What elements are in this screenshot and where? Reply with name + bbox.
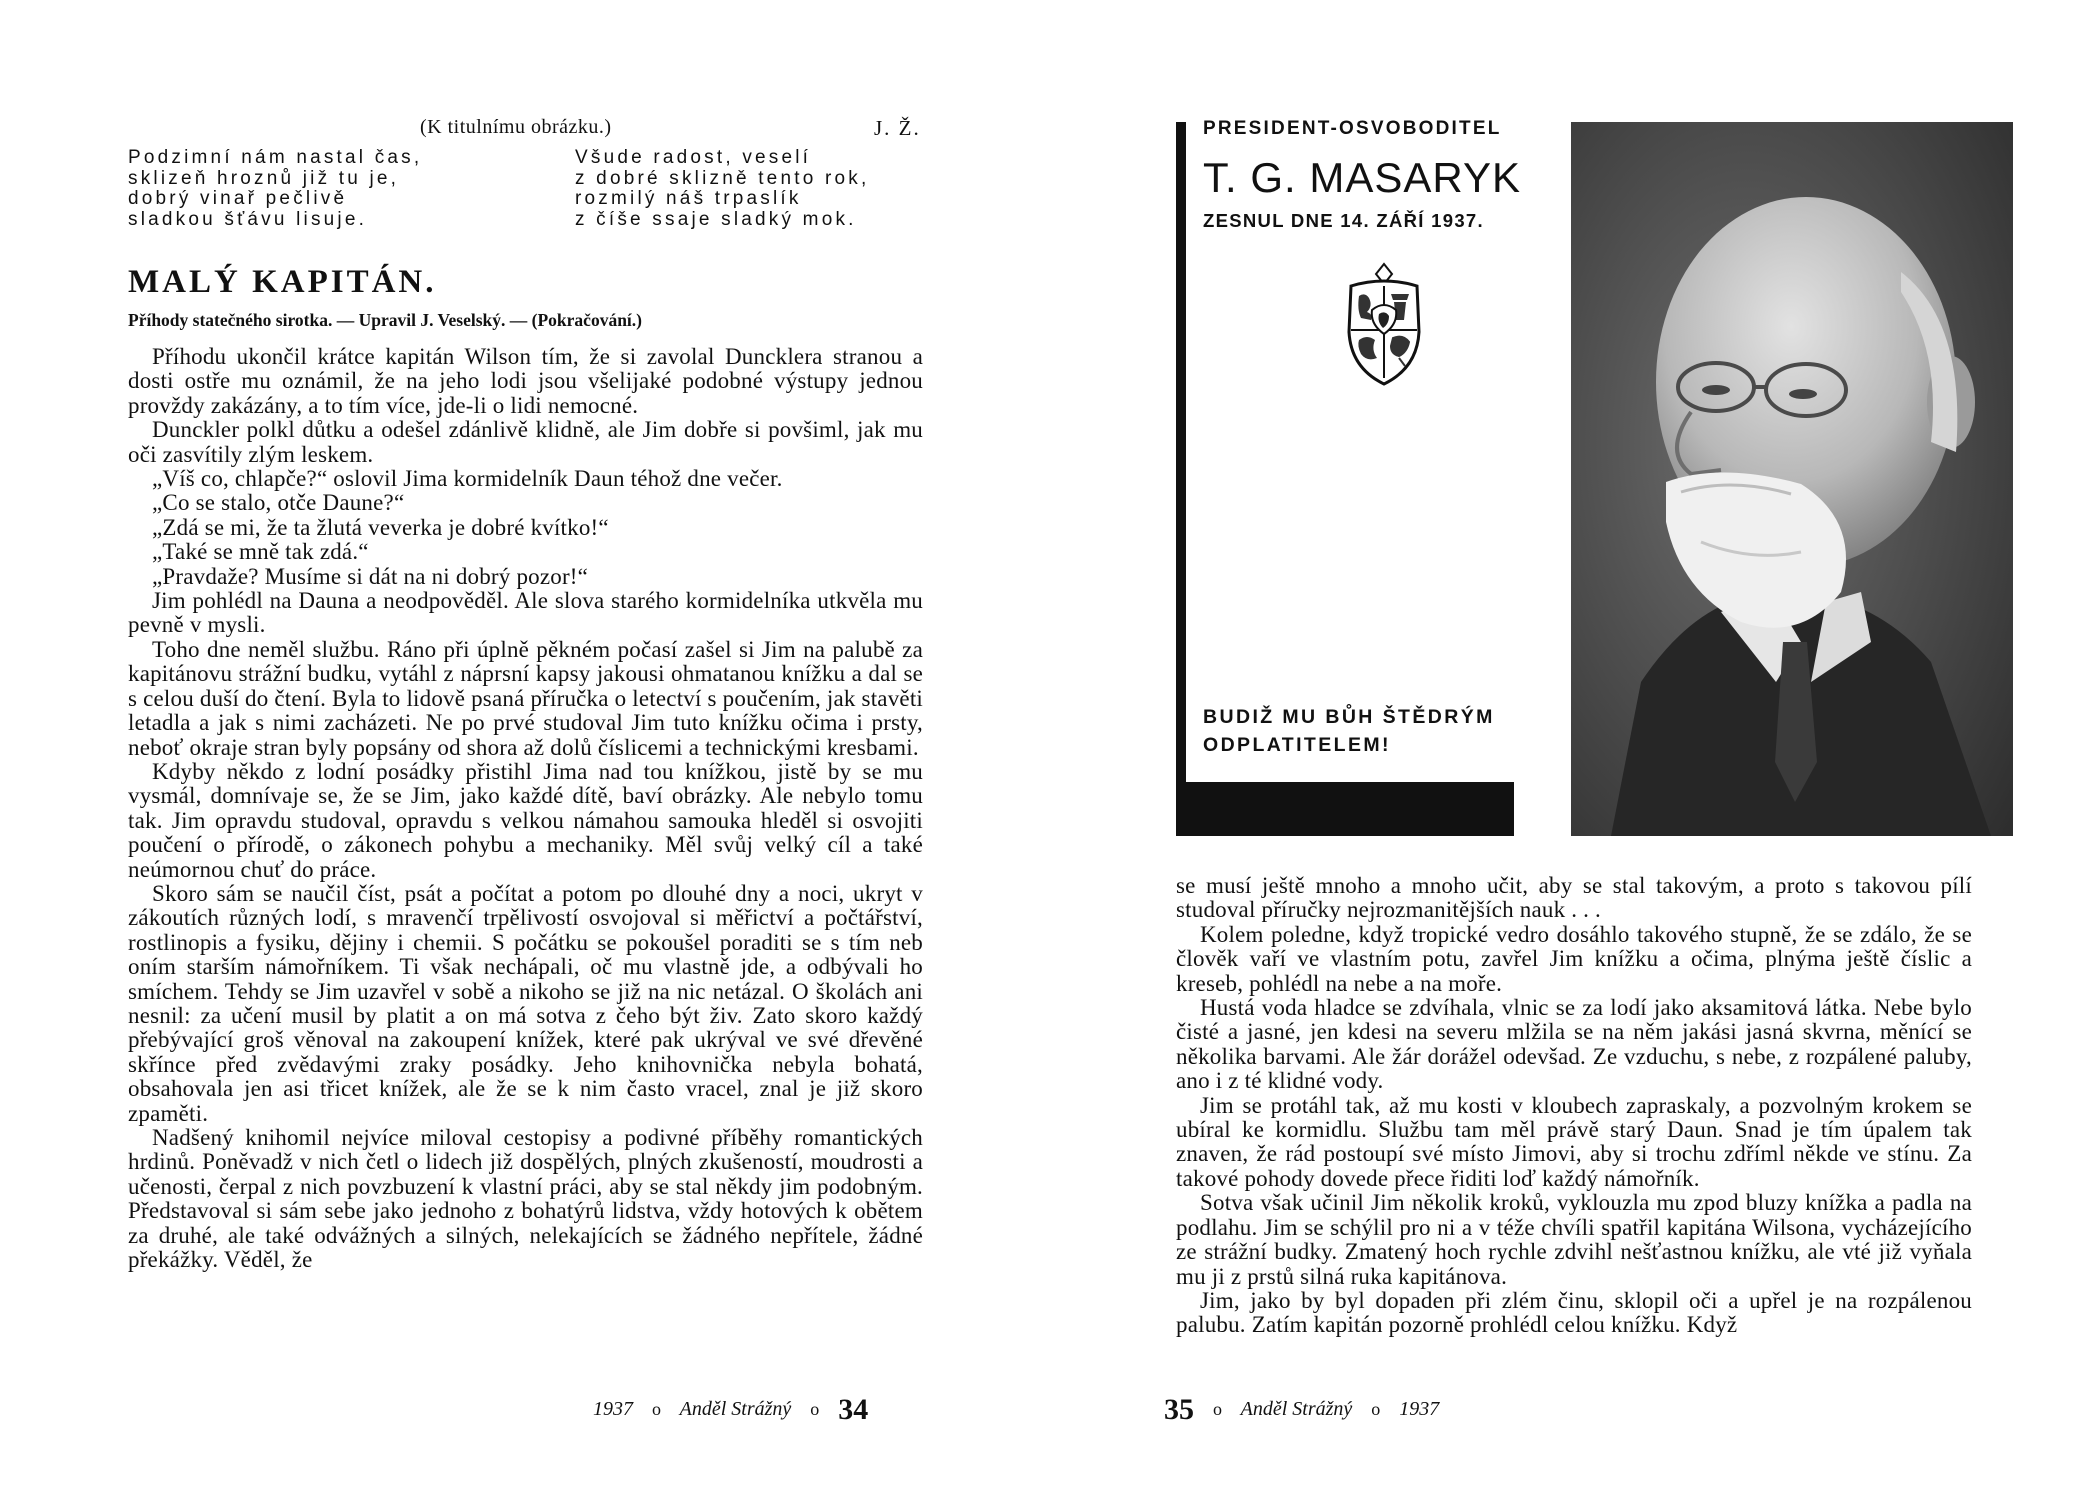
memorial-notice	[1176, 116, 2013, 836]
story-title: MALÝ KAPITÁN.	[128, 264, 437, 300]
right-page	[1039, 0, 2078, 1500]
right-page-footer	[1164, 1393, 1439, 1427]
footer-separator: o	[1371, 1399, 1381, 1419]
paragraph: Skoro sám se naučil číst, psát a počítat a potom po dlouhé dny a noci, ukryt v zákoutích různých lodí, s mravenčí trpělivostí osvojoval si měřictví a počtářství, rostlinopis a fysiku, dějiny i chemii. S počátku se pokoušel poraditi se s tím neb oním starším námořníkem. Ti však nechápali, oč mu vlastně jde, a odbývali ho smíchem. Tehdy se Jim uzavřel v sobě a nikoho se již na nic netázal. O školách ani nesnil: za učení musil by platit a on má sotva z čeho být živ. Zato skoro každý přebývající groš věnoval na zakoupení knížek, které pak ukrýval ve své dřevěné skřínce před zvědavými zraky posádky. Jeho knihovnička nebyla bohatá, obsahovala jen asi třicet knížek, ale že se k nim často vracel, znal je již skoro zpaměti.	[128, 880, 923, 1126]
memorial-black-bar	[1176, 122, 1186, 782]
footer-separator: o	[810, 1399, 820, 1419]
paragraph: se musí ještě mnoho a mnoho učit, aby se stal takovým, a proto s takovou pílí studoval příručky nejrozmanitějších nauk . . .	[1176, 873, 1972, 923]
memorial-black-band	[1176, 782, 1514, 836]
right-body-text	[1176, 874, 1972, 1338]
illustration-caption: (K titulnímu obrázku.)	[420, 116, 612, 138]
poem-column-1	[128, 148, 422, 230]
left-page-footer	[593, 1393, 868, 1427]
poem-line: sklizeň hroznů již tu je,	[128, 167, 400, 189]
memorial-title: PRESIDENT-OSVOBODITEL	[1203, 118, 1502, 139]
paragraph: Příhodu ukončil krátce kapitán Wilson tím, že si zavolal Duncklera stranou a dosti ostře mu oznámil, že na jeho lodi jsou všelijaké podobné výstupy jednou provždy zakázány, a to tím více, jde-li o lidi nemocné.	[128, 344, 923, 418]
footer-separator: o	[1213, 1399, 1222, 1419]
paragraph: Toho dne neměl službu. Ráno při úplně pěkném počasí zašel si Jim na palubě za kapitánovu strážní budku, vytáhl z náprsní kapsy jakousi ohmatanou knížku a dal se s celou duší do čtení. Byla to lidově psaná příručka o letectví s poučením, jak stavěti letadla a jak s nimi zacházeti. Ne po prvé studoval Jim tuto knížku očima i prsty, neboť okraje stran byly popsány od shora až dolů číslicemi a technickými kresbami.	[128, 636, 923, 760]
coat-of-arms-icon	[1339, 260, 1429, 388]
footer-magazine-title: Anděl Strážný	[1240, 1398, 1353, 1420]
story-subtitle: Příhody statečného sirotka. — Upravil J. Veselský. — (Pokračování.)	[128, 310, 642, 330]
paragraph: Kolem poledne, když tropické vedro dosáhlo takového stupně, že se zdálo, že se člověk vaří ve vlastním potu, zavřel Jim knížku a očima, plnýma ještě číslic a kreseb, pohlédl na nebe a na moře.	[1176, 921, 1972, 996]
poem-column-2	[575, 148, 869, 230]
footer-year: 1937	[593, 1398, 633, 1420]
poem-line: Všude radost, veselí	[575, 147, 812, 168]
poem-line: Podzimní nám nastal čas,	[128, 147, 423, 168]
poem-line: dobrý vinař pečlivě	[128, 188, 348, 209]
footer-magazine-title: Anděl Strážný	[679, 1398, 792, 1420]
paragraph: „Co se stalo, otče Daune?“	[152, 490, 405, 516]
footer-year: 1937	[1399, 1398, 1440, 1420]
paragraph: „Víš co, chlapče?“ oslovil Jima kormidelník Daun téhož dne večer.	[152, 466, 783, 492]
poem-line: rozmilý náš trpaslík	[575, 188, 802, 209]
memorial-name: T. G. MASARYK	[1203, 154, 1521, 201]
paragraph: Dunckler polkl důtku a odešel zdánlivě klidně, ale Jim dobře si povšiml, jak mu oči zasvítily zlým leskem.	[128, 417, 923, 467]
paragraph: „Také se mně tak zdá.“	[152, 539, 369, 565]
paragraph: „Pravdaže? Musíme si dát na ni dobrý pozor!“	[152, 563, 589, 589]
paragraph: Jim se protáhl tak, až mu kosti v kloubech zapraskaly, a pozvolným krokem se ubíral ke kormidlu. Službu tam měl právě starý Daun. Snad je tím úpalem tak znaven, že rád postoupí své místo Jimovi, aby si trochu zdříml někde ve stínu. Za takové pohody dovede přece řiditi loď každý námořník.	[1176, 1092, 1972, 1191]
poem-line: z číše ssaje sladký mok.	[575, 208, 857, 230]
paragraph: Sotva však učinil Jim několik kroků, vyklouzla mu zpod bluzy knížka a padla na podlahu. Jim se schýlil pro ni a v téže chvíli spatřil kapitána Wilsona, vycházejícího ze strážní budky. Zmatený hoch rychle zdvihl nešťastnou knížku, ale vté již vyňala mu ji z prstů silná ruka kapitánova.	[1176, 1190, 1972, 1289]
page-number: 35	[1164, 1393, 1194, 1426]
paragraph: Jim, jako by byl dopaden při zlém činu, sklopil oči a upřel je na rozpálenou palubu. Zatím kapitán pozorně prohlédl celou knížku. Když	[1176, 1287, 1972, 1338]
portrait-photo	[1571, 122, 2013, 836]
poem-line: sladkou šťávu lisuje.	[128, 208, 368, 230]
paragraph: „Zdá se mi, že ta žlutá veverka je dobré kvítko!“	[152, 514, 609, 540]
left-body-text	[128, 345, 923, 1272]
paragraph: Kdyby někdo z lodní posádky přistihl Jima nad tou knížkou, jistě by se mu vysmál, domnívaje se, že se Jim, jako každé dítě, baví obrázky. Ale nebylo tomu tak. Jim opravdu studoval, opravdu s velkou námahou samouka hleděl si osvojiti poučení o přírodě, o zákonech pohybu a mechaniky. Měl svůj velký cíl a také neúmornou chuť do práce.	[128, 758, 923, 882]
memorial-date: ZESNUL DNE 14. ZÁŘÍ 1937.	[1203, 210, 1484, 231]
paragraph: Nadšený knihomil nejvíce miloval cestopisy a podivné příběhy romantických hrdinů. Poněvadž v nich četl o lidech již dospělých, plných zkušeností, moudrosti a učenosti, čerpal z nich povzbuzení k vlastní práci, aby se stal někdy jim podobným. Představoval si sám sebe jako jednoho z bohatýrů lidstva, vždy hotových k obětem za druhé, ale také odvážných a silných, nelekajících se žádného nepřítele, žádné překážky. Věděl, že	[128, 1125, 923, 1273]
poem-author: J. Ž.	[874, 116, 921, 140]
footer-separator: o	[652, 1399, 661, 1419]
memorial-blessing-line-1: BUDIŽ MU BŮH ŠTĚDRÝM	[1203, 706, 1495, 728]
poem-line: z dobré sklizně tento rok,	[575, 167, 870, 189]
page-number: 34	[838, 1393, 869, 1426]
paragraph: Jim pohlédl na Dauna a neodpověděl. Ale slova starého kormidelníka utkvěla mu pevně v mysli.	[128, 588, 923, 638]
paragraph: Hustá voda hladce se zdvíhala, vlnic se za lodí jako aksamitová látka. Nebe bylo čisté a jasné, jen kdesi na severu mlžila se na něm jakási jasná skvrna, měnící se několika barvami. Ale žár dorážel odevšad. Ze vzduchu, s nebe, z rozpálené paluby, ano i z té klidné vody.	[1176, 995, 1972, 1094]
memorial-blessing-line-2: ODPLATITELEM!	[1203, 734, 1391, 756]
